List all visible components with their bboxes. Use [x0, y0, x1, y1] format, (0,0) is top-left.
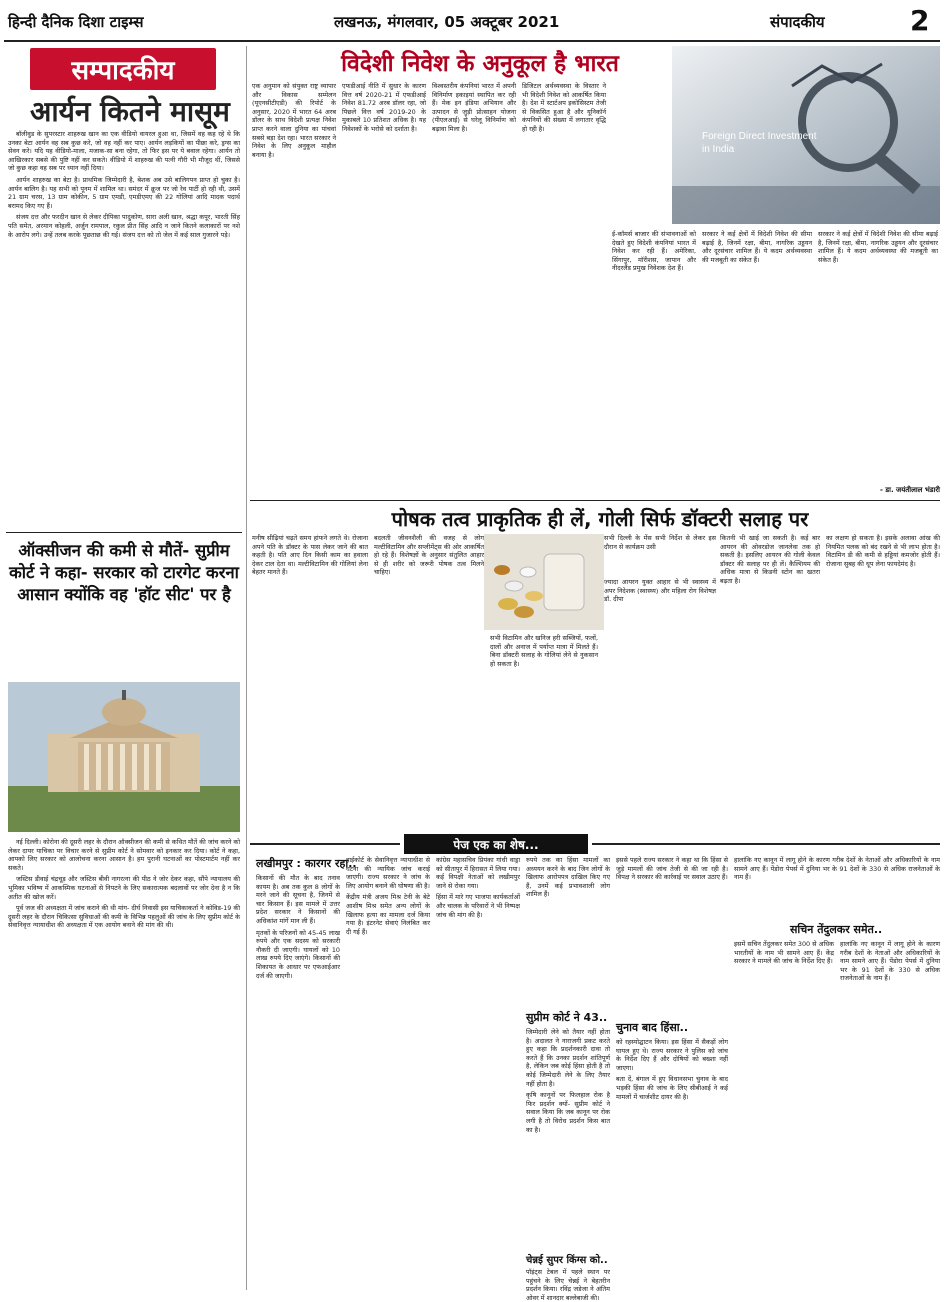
chennai-body: पॉइंट्स टेबल में पहले स्थान पर पहुंचने के लिए चेन्नई ने बेहतरीन प्रदर्शन किया। रविंद्र जडेजा ने अंतिम ओवर में शानदार बल्लेबाजी की।	[526, 1268, 610, 1302]
supreme-court-building-image	[8, 682, 240, 832]
masthead	[4, 4, 940, 40]
sc-para-3: पूर्व जज की अध्यक्षता में जांच कराने की थी मांग- दीर्घ निवासी इस याचिकाकर्ता ने कोविड-19 की दूसरी लहर के दौरान चिकित्सा सुविधाओं की कमी के विभिन्न पहलुओं की जांच के लिए सुप्रीम कोर्ट के सेवानिवृत्त न्यायाधीश की अध्यक्षता में एक आयोग बनाने की मांग की थी।	[8, 904, 240, 930]
sc-para-1: नई दिल्ली। कोरोना की दूसरी लहर के दौरान ऑक्सीजन की कमी से कथित मौतें की जांच करने को लेकर दायर याचिका पर विचार करने से सुप्रीम कोर्ट ने सोमवार को इनकार कर दिया। कोर्ट ने कहा, आपको लिए सरकार को आलोचना करना आसान है। हम पुरानी घटनाओं का पोस्टमार्टम नहीं कर सकते।	[8, 838, 240, 872]
fdi-col-3: विश्वस्तरीय कंपनियां भारत में अपनी विनिर्माण इकाइयां स्थापित कर रही हैं। मेक इन इंडिया अभियान और उत्पादन से जुड़ी प्रोत्साहन योजना (पीएलआई) से घरेलू विनिर्माण को बढ़ावा मिला है।	[432, 82, 516, 133]
sachin-top-col: हालांकि नए कानून में लागू होने के कारण गरीब देशों के नेताओं और अधिकारियों के नाम सामने आए हैं। पेंडोरा पेपर्स में दुनिया भर के 91 देशों के 330 से अधिक राजनेताओं के नाम हैं।	[734, 856, 940, 882]
section-name: संपादकीय	[770, 13, 825, 31]
lakhimpur-para-6: हिंसा में मारे गए भाजपा कार्यकर्ताओं और चालक के परिवारों ने भी निष्पक्ष जांच की मांग की है।	[436, 893, 520, 919]
sc-para-2: जस्टिस डीवाई चंद्रचूड़ और जस्टिस बीवी नागरत्ना की पीठ ने जोर देकर कहा, सौंपे न्यायालय की भूमिका भविष्य में आकस्मिक घटनाओं से निपटने के लिए सकारात्मक बदलावों पर जोर देना है न कि अतीत की खोज करें।	[8, 875, 240, 901]
sc-headline: ऑक्सीजन की कमी से मौतें- सुप्रीम कोर्ट ने कहा- सरकार को टारगेट करना आसान क्योंकि वह 'हॉट सीट' पर है	[9, 541, 239, 604]
nutrition-quote-1: सभी दिल्ली के मेंस सभी निर्देश से लेकर इस दौरान से कार्यक्रम उसी	[604, 534, 716, 551]
shesh-banner-text: पेज एक का शेष...	[453, 837, 539, 852]
sachin-col-1: इसमें सचिन तेंदुलकर समेत 300 से अधिक भारतीयों के नाम भी सामने आए हैं। केंद्र सरकार ने मामले की जांच के निर्देश दिए हैं।	[734, 940, 834, 966]
fdi-image-caption: Foreign Direct Investment in India	[702, 131, 817, 155]
masthead-rule	[4, 40, 940, 42]
nutrition-headline: पोषक तत्व प्राकृतिक ही लें, गोली सिर्फ डॉक्टरी सलाह पर	[391, 507, 809, 531]
editorial-banner	[30, 48, 216, 90]
nutrition-col-2: बदलती जीवनशैली की वजह से लोग मल्टीविटामिन और सप्लीमेंट्स की ओर आकर्षित हो रहे हैं। विशेषज्ञों के अनुसार संतुलित आहार से ही शरीर को जरूरी पोषक तत्व मिलने चाहिए।	[374, 534, 484, 577]
editorial-para-3: संजय दत्त और फरदीन खान से लेकर दीपिका पादुकोण, सारा अली खान, श्रद्धा कपूर, भारती सिंह पति समेत, अरमान कोहली, अर्जुन रामपाल, रकुल प्रीत सिंह आदि न जाने कितने कलाकारों पर नशे के आरोप लगे। उन्हें तलब करके पूछताछ की गई। संजय दत्त को तो जेल में कई साल गुजारने पड़े।	[8, 213, 240, 239]
fdi-col-2: एफडीआई नीति में सुधार के कारण वित्त वर्ष 2020-21 में एफडीआई निवेश 81.72 अरब डॉलर रहा, जो पिछले वित्त वर्ष 2019-20 के मुकाबले 10 प्रतिशत अधिक है। यह निवेशकों के भरोसे को दर्शाता है।	[342, 82, 426, 133]
left-divider	[6, 532, 242, 533]
fdi-author: - डा. जयंतीलाल भंडारी	[880, 486, 940, 494]
sc-body	[8, 838, 240, 1286]
lakhimpur-para-2: मृतकों के परिजनों को 45-45 लाख रुपये और एक सदस्य को सरकारी नौकरी दी जाएगी। घायलों को 10 लाख रुपये दिए जाएंगे। किसानों की शिकायत के आधार पर एफआईआर दर्ज की जाएगी।	[256, 928, 340, 980]
editorial-para-2: आर्यन शाहरुख का बेटा है। प्राथमिक जिम्मेदारी है, बेशक अब उसे बालिगपन प्राप्त हो चुका है। आर्यन बालिग है। यह सभी को पूनम में शामिल था। समंदर में क्रूज पर जो रेव पार्टी हो रही थी, उसमें 21 ग्राम चरस, 13 ग्राम कोकीन, 5 ग्राम एमडी, एमडीएमए की 22 गोलियां आदि मादक पदार्थ बरामद किए गए हैं।	[8, 175, 240, 210]
fdi-bottom-rule	[250, 500, 940, 501]
column-rule-left	[246, 46, 247, 1290]
sc43-para-2: कृषि कानूनों पर फिलहाल रोक है फिर प्रदर्शन क्यों- सुप्रीम कोर्ट ने सवाल किया कि जब कानून पर रोक लगी है तो विरोध प्रदर्शन किस बात का है।	[526, 1091, 610, 1134]
chunav-top-col: इससे पहले राज्य सरकार ने कहा था कि हिंसा से जुड़े मामलों की जांच तेजी से की जा रही है। विपक्ष ने सरकार की कार्रवाई पर सवाल उठाए हैं।	[616, 856, 728, 882]
fdi-col-1: एक अनुमान को संयुक्त राष्ट्र व्यापार और विकास सम्मेलन (यूएनसीटीएडी) की रिपोर्ट के अनुसार, 2020 में भारत 64 अरब डॉलर के साथ विदेशी प्रत्यक्ष निवेश प्राप्त करने वाला दुनिया का पांचवां सबसे बड़ा देश रहा। भारत सरकार ने निवेश के लिए अनुकूल माहौल बनाया है।	[252, 82, 336, 159]
editorial-banner-text: सम्पादकीय	[71, 56, 175, 86]
page-number: 2	[910, 4, 930, 37]
lakhimpur-col-2	[346, 856, 430, 1288]
lakhimpur-col-1	[256, 874, 340, 1288]
chunav-headline: चुनाव बाद हिंसा..	[616, 1021, 689, 1034]
lakhimpur-para-5: कांग्रेस महासचिव प्रियंका गांधी वाड्रा को सीतापुर में हिरासत में लिया गया। कई विपक्षी नेताओं को लखीमपुर जाने से रोका गया।	[436, 856, 520, 890]
fdi-col-6: सरकार ने कई क्षेत्रों में विदेशी निवेश की सीमा बढ़ाई है, जिनमें रक्षा, बीमा, नागरिक उड्डयन और दूरसंचार शामिल हैं। ये कदम अर्थव्यवस्था की मजबूती का संकेत हैं।	[702, 230, 812, 264]
lakhimpur-col-3	[436, 856, 520, 1288]
nutrition-col-5: का लक्षण हो सकता है। इसके अलावा आंख की नियमित पलक को बंद रखने से भी लाभ होता है। विटामिन डी की कमी से हड्डियां कमजोर होती हैं। रोजाना सुबह की धूप लेना फायदेमंद है।	[826, 534, 940, 568]
shesh-rule	[250, 843, 400, 845]
editorial-body	[8, 130, 240, 528]
sachin-headline: सचिन तेंदुलकर समेत..	[790, 923, 883, 936]
pills-image	[484, 534, 604, 630]
shesh-banner	[404, 834, 588, 854]
lakhimpur-para-1: किसानों की मौत के बाद तनाव कायम है। अब तक कुल 8 लोगों के मरने जाने की सूचना है, जिनमें से चार किसान हैं। इस मामले में उत्तर प्रदेश सरकार ने किसानों की अधिकांश मांगें मान ली हैं।	[256, 874, 340, 925]
nutrition-col-4: कितनी भी खाई जा सकती है। कई बार आयरन की ओवरडोज जानलेवा तक हो सकती है। इसलिए आयरन की गोली केवल डॉक्टर की सलाह पर ही लें। कैल्शियम की अधिक मात्रा से किडनी स्टोन का खतरा बढ़ता है।	[720, 534, 820, 585]
sc43-top-col: रुपये तक का हिंसा मामलों का अध्ययन करने के बाद जिन लोगों के खिलाफ आरोपपत्र दाखिल किए गए हैं, उनमें कई प्रभावशाली लोग शामिल हैं।	[526, 856, 610, 899]
nutrition-col-1: मनीष सीढ़ियां चढ़ते समय हांफने लगते थे। रोजाना अपने पति के डॉक्टर के पास लेकर जाने की बात कहती है। पति आए दिन किसी काम का हवाला देकर टाल देता था। मल्टीविटामिन की गोलियां लेना बेहतर मानते हैं।	[252, 534, 368, 577]
fdi-col-4: डिजिटल अर्थव्यवस्था के विस्तार ने भी विदेशी निवेश को आकर्षित किया है। देश में स्टार्टअप इकोसिस्टम तेजी से विकसित हुआ है और यूनिकॉर्न कंपनियों की संख्या में लगातार वृद्धि हो रही है।	[522, 82, 606, 133]
editorial-headline: आर्यन कितने मासूम	[30, 95, 230, 128]
chunav-body	[616, 1038, 728, 1288]
sachin-col-2: हालांकि नए कानून में लागू होने के कारण गरीब देशों के नेताओं और अधिकारियों के नाम सामने आए हैं। पेंडोरा पेपर्स में दुनिया भर के 91 देशों के 330 से अधिक राजनेताओं के नाम हैं।	[840, 940, 940, 983]
chunav-para-2: बता दें, बंगाल में हुए विधानसभा चुनाव के बाद भड़की हिंसा की जांच के लिए सीबीआई ने कई मामलों में चार्जशीट दायर की है।	[616, 1075, 728, 1101]
lakhimpur-para-3: हाईकोर्ट के सेवानिवृत्त न्यायाधीश से घटना की न्यायिक जांच कराई जाएगी। राज्य सरकार ने जांच के लिए आयोग बनाने की घोषणा की है।	[346, 856, 430, 890]
sc43-para-1: जिम्मेदारी लेने को तैयार नहीं होता है। अदालत ने नाराजगी प्रकट करते हुए कहा कि प्रदर्शनकारी दावा तो करते हैं कि उनका प्रदर्शन शांतिपूर्ण है, लेकिन जब कोई हिंसा होती है तो कोई जिम्मेदारी लेने के लिए तैयार नहीं होता है।	[526, 1028, 610, 1088]
chunav-para-1: को रहस्योद्घाटन किया। इस हिंसा में सैकड़ों लोग घायल हुए थे। राज्य सरकार ने पुलिस को जांच के निर्देश दिए हैं और दोषियों को बख्शा नहीं जाएगा।	[616, 1038, 728, 1072]
fdi-image	[672, 46, 940, 224]
sc43-body	[526, 1028, 610, 1248]
pills-photo	[484, 534, 604, 630]
fdi-headline: विदेशी निवेश के अनुकूल है भारत	[341, 51, 619, 77]
fdi-col-5: ई-कॉमर्स बाजार की संभावनाओं को देखते हुए विदेशी कंपनियां भारत में निवेश कर रही हैं। अमेरिका, सिंगापुर, मॉरीशस, जापान और नीदरलैंड प्रमुख निवेशक देश हैं।	[612, 230, 696, 273]
shesh-rule-right	[592, 843, 940, 845]
supreme-court-photo	[8, 682, 240, 832]
editorial-para-1: बॉलीवुड के सुपरस्टार शाहरुख खान का एक वीडियो वायरल हुआ था, जिसमें वह कह रहे थे कि उनका बेटा आर्यन वह सब कुछ करे, जो वह नहीं कर पाए। आर्यन लड़कियों का पीछा करे, ड्रग्स का सेवन करे। यदि यह वीडियो-माला, मजाक-सा बना रहेगा, तो फिर इस पर ये बवाल रहेगा। आर्यन तो आखिरकार सबसे की पुष्टि नहीं कर सकते। वीडियो में शाहरुख की पत्नी गौरी भी मौजूद थीं, जिससे जो कुछ कहा वह सब पर ध्यान नहीं दिया।	[8, 130, 240, 173]
dateline: लखनऊ, मंगलवार, 05 अक्टूबर 2021	[334, 13, 560, 31]
chennai-headline: चेन्नई सुपर किंग्स को..	[526, 1255, 608, 1266]
lakhimpur-headline: लखीमपुर : कारगर रहा..	[256, 857, 357, 870]
fdi-col-7: सरकार ने कई क्षेत्रों में विदेशी निवेश की सीमा बढ़ाई है, जिनमें रक्षा, बीमा, नागरिक उड्डयन और दूरसंचार शामिल हैं। ये कदम अर्थव्यवस्था की मजबूती का संकेत हैं।	[818, 230, 938, 264]
lakhimpur-para-4: केंद्रीय मंत्री अजय मिश्र टेनी के बेटे आशीष मिश्र समेत अन्य लोगों के खिलाफ हत्या का मामला दर्ज किया गया है। इंटरनेट सेवाएं निलंबित कर दी गई हैं।	[346, 893, 430, 936]
paper-name: हिन्दी दैनिक दिशा टाइम्स	[8, 13, 144, 31]
nutrition-col-3: सभी विटामिन और खनिज हरी सब्जियों, फलों, दालों और अनाज में पर्याप्त मात्रा में मिलते हैं। बिना डॉक्टरी सलाह के गोलियां लेने से नुकसान हो सकता है।	[490, 634, 598, 668]
nutrition-quote-2: ज्यादा आयरन युक्त आहार से भी स्वास्थ्य में अपर निदेशक (स्वास्थ्य) और महिला रोग विशेषज्ञ डॉ. दीपा	[604, 578, 716, 604]
sc43-headline: सुप्रीम कोर्ट ने 43..	[526, 1011, 608, 1024]
